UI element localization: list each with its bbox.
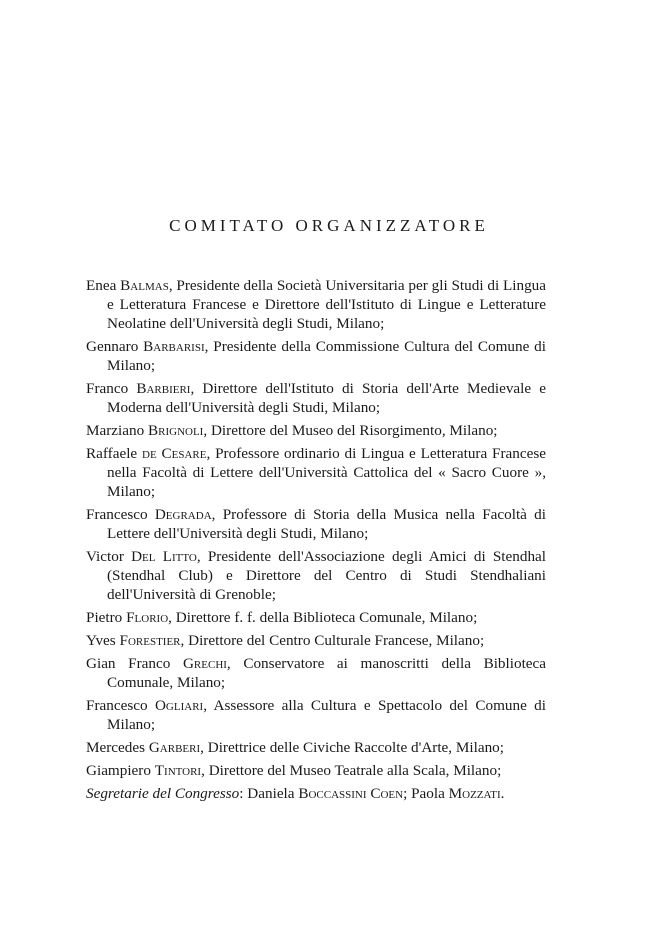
member-role: , Presidente dell'Associazione degli Amici di Stendhal (Stendhal Club) e Direttore del Centro di Studi Stendhaliani dell'Università di Grenoble;	[107, 548, 547, 603]
member-last-name: Del Litto	[131, 548, 197, 565]
committee-member	[86, 276, 546, 333]
committee-member	[86, 631, 546, 650]
page-title: COMITATO ORGANIZZATORE	[169, 216, 489, 235]
member-last-name: Barbieri	[136, 380, 191, 397]
member-first-name: Franco	[86, 380, 129, 397]
member-role: , Direttrice delle Civiche Raccolte d'Arte, Milano;	[200, 739, 504, 756]
committee-member	[86, 696, 546, 734]
member-last-name: Forestier	[119, 632, 181, 649]
secretaries-line	[86, 784, 546, 803]
member-first-name: Marziano	[86, 422, 145, 439]
member-role: , Direttore del Museo Teatrale alla Scala, Milano;	[201, 762, 502, 779]
committee-member	[86, 547, 546, 604]
member-last-name: Florio	[126, 609, 169, 626]
secretary-first-name: Daniela	[247, 785, 295, 802]
member-first-name: Enea	[86, 277, 117, 294]
committee-member	[86, 608, 546, 627]
committee-member	[86, 337, 546, 375]
committee-list	[86, 276, 546, 807]
member-last-name: Grechi	[182, 655, 227, 672]
committee-member	[86, 421, 546, 440]
committee-member	[86, 379, 546, 417]
member-last-name: Tintori	[154, 762, 202, 779]
member-role: , Conservatore ai manoscritti della Biblioteca Comunale, Milano;	[107, 655, 547, 691]
member-last-name: Barbarisi	[143, 338, 205, 355]
member-last-name: de Cesare	[142, 445, 207, 462]
committee-member	[86, 654, 546, 692]
member-last-name: Degrada	[154, 506, 212, 523]
committee-member	[86, 444, 546, 501]
member-role: , Assessore alla Cultura e Spettacolo del Comune di Milano;	[107, 697, 546, 733]
secretary-last-name: Mozzati	[448, 785, 501, 802]
member-role: , Direttore f. f. della Biblioteca Comunale, Milano;	[168, 609, 478, 626]
member-first-name: Francesco	[86, 697, 148, 714]
secretaries-label: Segretarie del Congresso	[86, 785, 240, 802]
member-role: , Professore ordinario di Lingua e Letteratura Francese nella Facoltà di Lettere dell'Università Cattolica del « Sacro Cuore », Milano;	[107, 445, 547, 500]
secretary-first-name: Paola	[411, 785, 445, 802]
member-role: , Presidente della Commissione Cultura del Comune di Milano;	[107, 338, 546, 374]
member-role: , Direttore dell'Istituto di Storia dell'Arte Medievale e Moderna dell'Università degli Studi, Milano;	[107, 380, 546, 416]
member-first-name: Mercedes	[86, 739, 146, 756]
committee-member	[86, 505, 546, 543]
member-first-name: Raffaele	[86, 445, 138, 462]
member-first-name: Gian Franco	[86, 655, 171, 672]
member-role: , Direttore del Museo del Risorgimento, Milano;	[203, 422, 498, 439]
member-role: , Professore di Storia della Musica nella Facoltà di Lettere dell'Università degli Studi, Milano;	[107, 506, 546, 542]
member-role: , Presidente della Società Universitaria per gli Studi di Lingua e Letteratura Francese e Direttore dell'Istituto di Lingue e Letterature Neolatine dell'Università degli Studi, Milano;	[107, 277, 547, 332]
secretary-last-name: Boccassini Coen	[298, 785, 404, 802]
member-last-name: Balmas	[120, 277, 169, 294]
secretaries-colon: :	[239, 785, 248, 802]
member-first-name: Giampiero	[86, 762, 151, 779]
committee-member	[86, 761, 546, 780]
member-first-name: Yves	[86, 632, 116, 649]
member-first-name: Gennaro	[86, 338, 139, 355]
secretaries-end: .	[500, 785, 505, 802]
member-first-name: Pietro	[86, 609, 123, 626]
member-last-name: Brignoli	[148, 422, 204, 439]
member-last-name: Garberi	[148, 739, 201, 756]
member-first-name: Victor	[86, 548, 124, 565]
secretaries-separator: ;	[403, 785, 412, 802]
member-role: , Direttore del Centro Culturale Francese, Milano;	[180, 632, 485, 649]
member-last-name: Ogliari	[154, 697, 204, 714]
member-first-name: Francesco	[86, 506, 148, 523]
committee-member	[86, 738, 546, 757]
